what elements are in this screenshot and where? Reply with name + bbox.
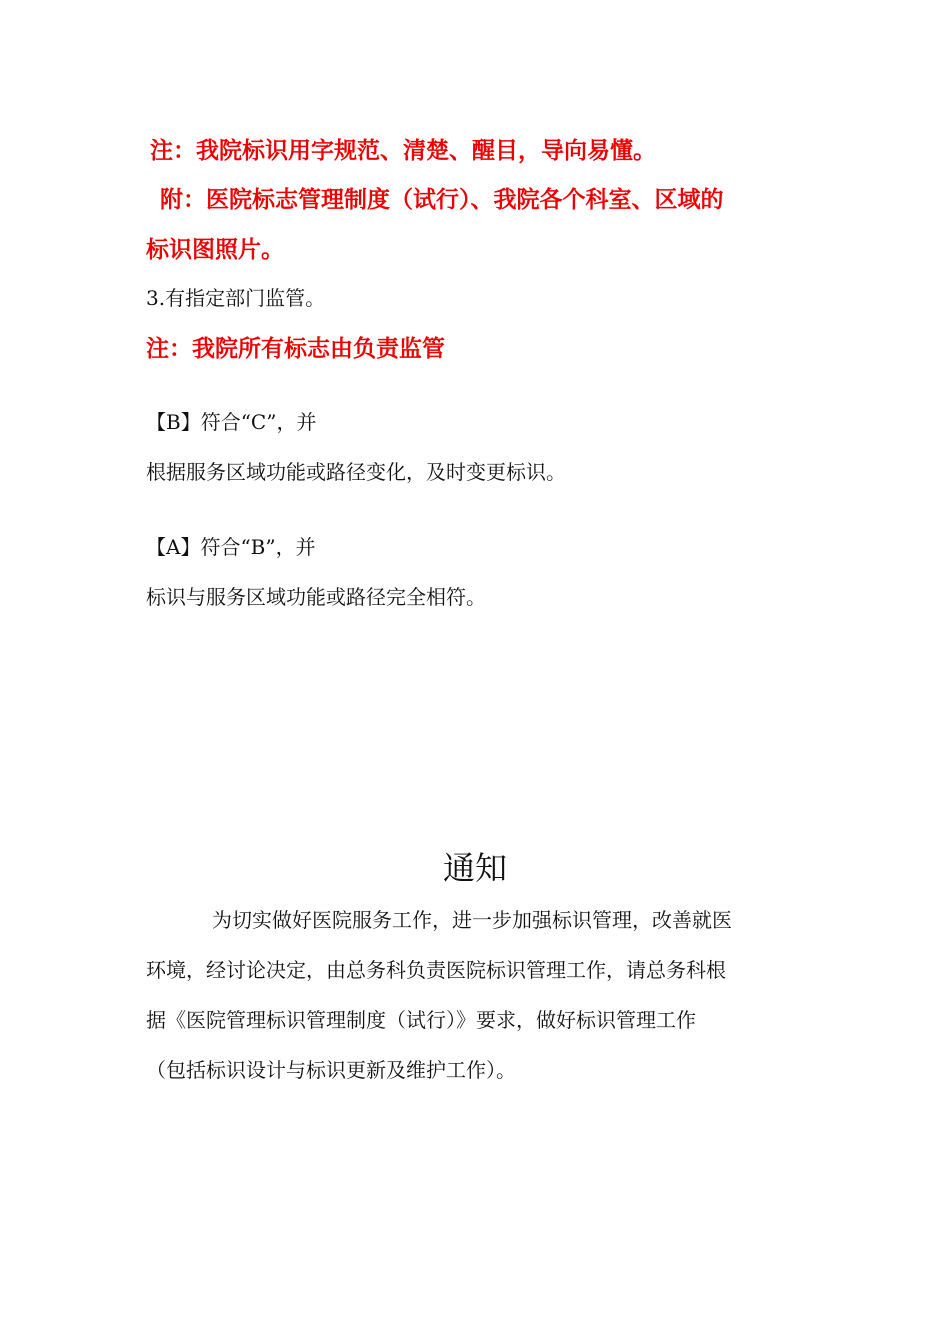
- notice-line-1: 为切实做好医院服务工作，进一步加强标识管理，改善就医: [212, 908, 732, 932]
- notice-line-3: 据《医院管理标识管理制度（试行）》要求，做好标识管理工作: [146, 1008, 696, 1032]
- grade-a-label: 【A】符合“B”，并: [146, 535, 316, 559]
- grade-b-text: 根据服务区域功能或路径变化，及时变更标识。: [146, 460, 566, 484]
- notice-line-4: （包括标识设计与标识更新及维护工作）。: [146, 1058, 516, 1082]
- notice-title: 通知: [442, 849, 507, 887]
- item-3-department-supervision: 3.有指定部门监管。: [146, 286, 326, 310]
- attachment-note-line2: 标识图照片。: [146, 237, 284, 263]
- note-supervision: 注：我院所有标志由负责监管: [146, 336, 445, 362]
- grade-b-label: 【B】符合“C”，并: [146, 410, 317, 434]
- notice-line-2: 环境，经讨论决定，由总务科负责医院标识管理工作，请总务科根: [146, 958, 726, 982]
- note-usage-standard: 注：我院标识用字规范、清楚、醒目，导向易懂。: [150, 138, 656, 164]
- grade-a-text: 标识与服务区域功能或路径完全相符。: [146, 585, 486, 609]
- attachment-note-line1: 附：医院标志管理制度（试行）、我院各个科室、区域的: [160, 187, 724, 213]
